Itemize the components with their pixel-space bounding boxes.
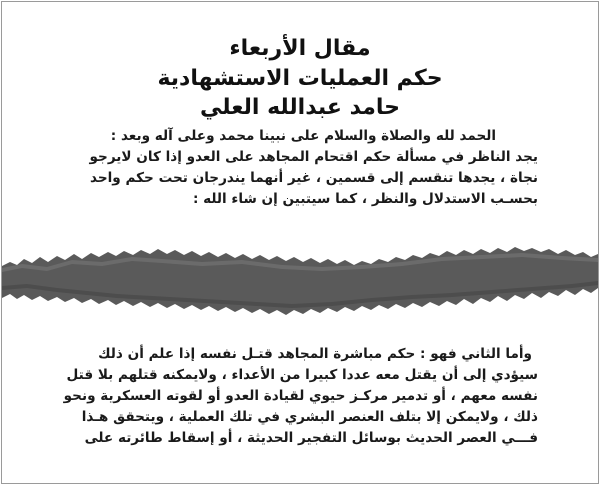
intro-line: يجد الناظر في مسألة حكم اقتحام المجاهد على العدو إذا كان لايرجو: [89, 149, 538, 165]
torn-page-divider: [2, 238, 598, 318]
article-subtitle: حكم العمليات الاستشهادية: [157, 66, 443, 91]
body-line: وأما الثاني فهو : حكم مباشرة المجاهد قتـل نفسه إذا علم أن ذلك: [98, 346, 532, 362]
second-paragraph: [64, 344, 538, 449]
page-frame: [1, 1, 599, 484]
article: [2, 2, 598, 483]
intro-paragraph: [64, 126, 538, 210]
body-line: سيؤدي إلى أن يقتل معه عددا كبيرا من الأعداء ، ولايمكنه قتلهم بلا قتل: [66, 367, 538, 383]
intro-line: نجاة ، يجدها تنقسم إلى قسمين ، غير أنهما يندرجان تحت حكم واحد: [89, 170, 538, 186]
intro-line: بحسـب الاستدلال والنظر ، كما سيتبين إن شاء الله :: [192, 191, 538, 207]
intro-line: الحمد لله والصلاة والسلام على نبينا محمد وعلى آله وبعد :: [110, 128, 496, 144]
body-line: ذلك ، ولايمكن إلا بتلف العنصر البشري في تلك العملية ، ويتحقق هـذا: [81, 409, 538, 425]
body-line: نفسه معهم ، أو تدمير مركـز حيوي لقيادة العدو أو لقوته العسكرية ونحو: [63, 388, 538, 404]
body-line: فـــي العصر الحديث بوسائل التفجير الحديثة ، أو إسقاط طائرته على: [84, 430, 538, 446]
article-heading: مقال الأربعاء: [229, 36, 371, 61]
article-author: حامد عبدالله العلي: [199, 95, 401, 120]
